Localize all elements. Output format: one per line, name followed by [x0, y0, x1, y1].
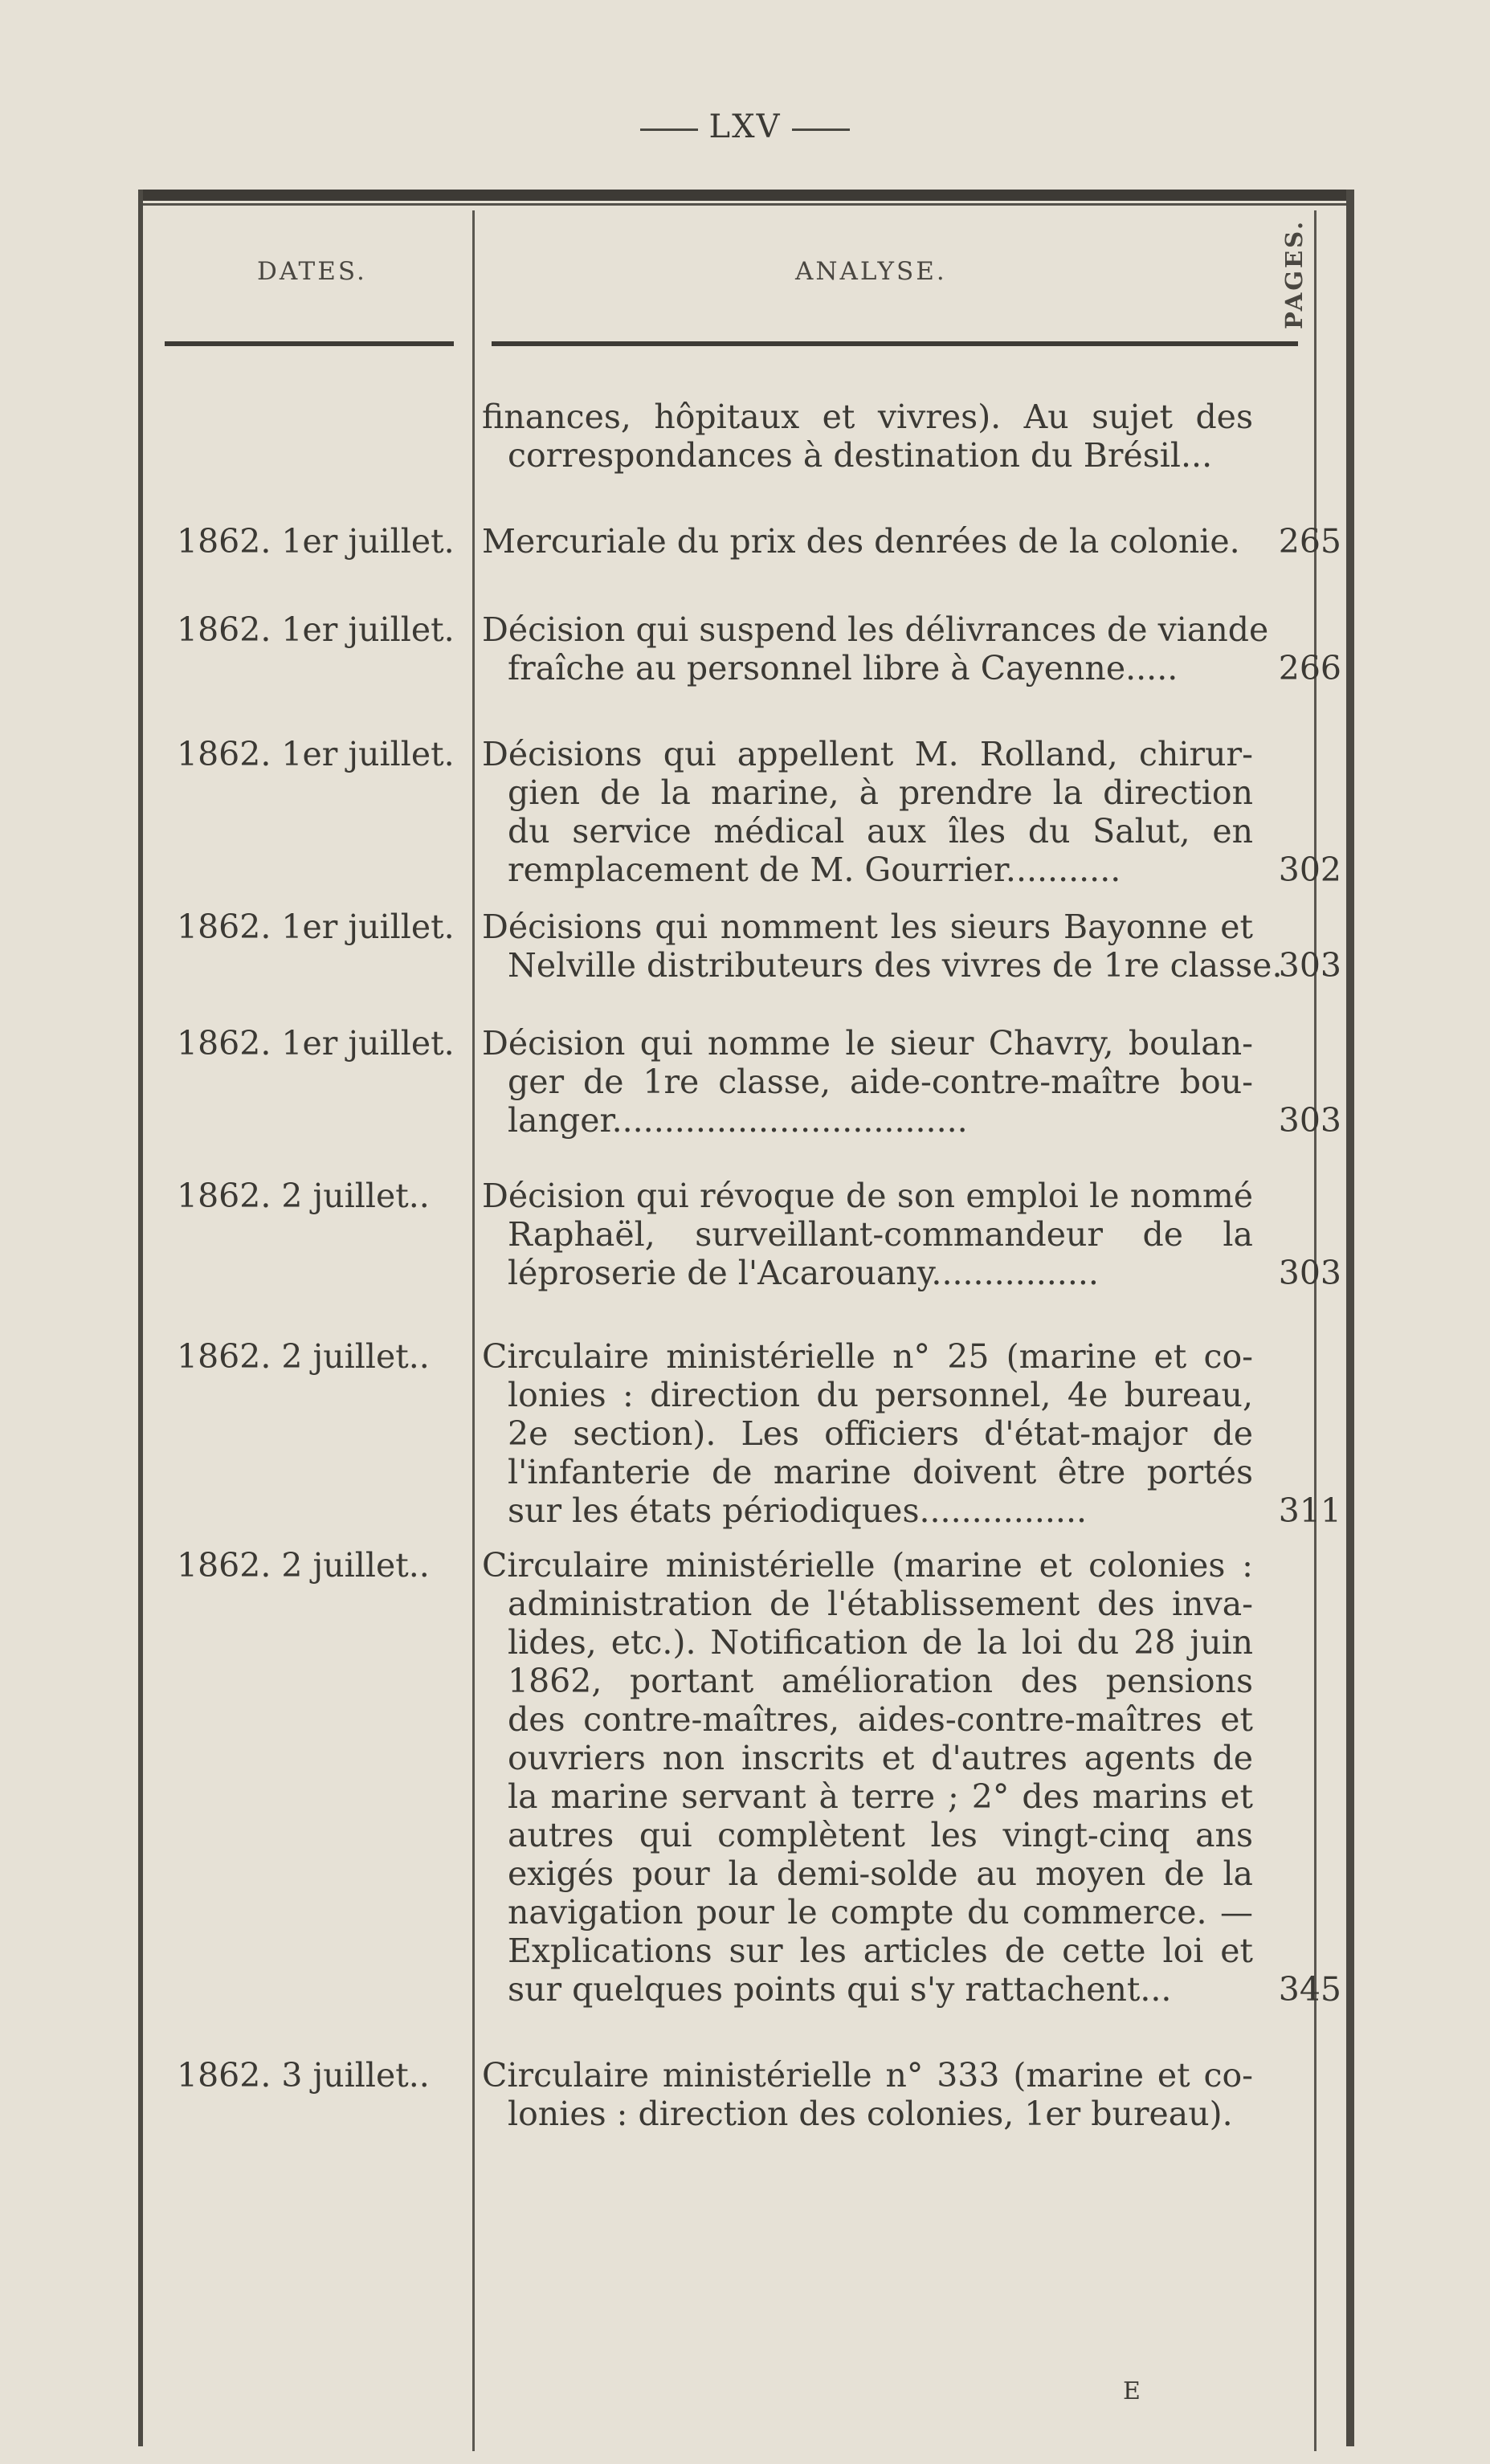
entry-text-line: Circulaire ministérielle n° 333 (marine et co- — [482, 2056, 1253, 2095]
entry-text-line: lonies : direction du personnel, 4e bureau, — [508, 1376, 1253, 1414]
header-dates: DATES. — [257, 257, 367, 286]
entry-text-line: léproserie de l'Acarouany................ — [508, 1254, 1099, 1292]
entry-analyse — [482, 1177, 1253, 1292]
entry-analyse — [482, 1337, 1253, 1530]
entry-text-line: navigation pour le compte du commerce. — — [508, 1893, 1253, 1932]
dash-right — [792, 129, 850, 131]
dash-left — [640, 129, 698, 131]
column-divider-dates — [472, 210, 475, 2451]
entry-page: 311 — [1278, 1491, 1341, 1530]
entry-date: 1862. 1er juillet. — [177, 1024, 455, 1063]
entry-text-line: du service médical aux îles du Salut, en — [508, 812, 1253, 851]
entry-text-line: finances, hôpitaux et vivres). Au sujet des — [482, 398, 1253, 436]
entry-page: 303 — [1278, 1101, 1341, 1140]
entry-analyse — [482, 1546, 1253, 2009]
entry-text-line: Décisions qui nomment les sieurs Bayonne et — [482, 908, 1253, 946]
header-rule-dates — [165, 341, 454, 346]
entry-analyse — [482, 735, 1253, 889]
header-analyse: ANALYSE. — [795, 257, 947, 286]
entry-page: 265 — [1278, 522, 1341, 561]
entry-text-line: Circulaire ministérielle (marine et colonies : — [482, 1546, 1253, 1585]
entry-analyse — [482, 398, 1253, 475]
entry-text-line: autres qui complètent les vingt-cinq ans — [508, 1816, 1253, 1854]
header-pages: PAGES. — [1280, 218, 1308, 329]
table-top-rule-thin — [138, 203, 1351, 206]
entry-text-line: Explications sur les articles de cette loi et — [508, 1932, 1253, 1970]
entry-page: 303 — [1278, 946, 1341, 985]
entry-date: 1862. 2 juillet.. — [177, 1337, 430, 1376]
running-head — [0, 108, 1490, 145]
entry-date: 1862. 3 juillet.. — [177, 2056, 430, 2095]
entry-date: 1862. 1er juillet. — [177, 908, 455, 946]
entry-analyse — [482, 908, 1283, 985]
entry-page: 302 — [1278, 851, 1341, 889]
entry-text-line: Décision qui suspend les délivrances de viande — [482, 610, 1269, 649]
entry-text-line: sur quelques points qui s'y rattachent... — [508, 1970, 1172, 2009]
entry-analyse — [482, 1024, 1253, 1140]
entry-text-line: lonies : direction des colonies, 1er bureau). — [508, 2095, 1233, 2133]
entry-date: 1862. 1er juillet. — [177, 735, 455, 773]
entry-page: 266 — [1278, 649, 1341, 687]
entry-date: 1862. 1er juillet. — [177, 610, 455, 649]
entry-text-line: Décision qui révoque de son emploi le nommé — [482, 1177, 1253, 1215]
entry-text-line: Circulaire ministérielle n° 25 (marine et co- — [482, 1337, 1253, 1376]
entry-date: 1862. 2 juillet.. — [177, 1546, 430, 1585]
entry-analyse — [482, 522, 1253, 561]
entry-text-line: Décisions qui appellent M. Rolland, chirur- — [482, 735, 1253, 773]
entry-text-line: ger de 1re classe, aide-contre-maître bou- — [508, 1063, 1253, 1101]
entry-text-line: l'infanterie de marine doivent être portés — [508, 1453, 1253, 1491]
entry-text-line: remplacement de M. Gourrier........... — [508, 851, 1121, 889]
entry-text-line: lides, etc.). Notification de la loi du 28 juin — [508, 1623, 1253, 1662]
entry-text-line: Décision qui nomme le sieur Chavry, boulan- — [482, 1024, 1253, 1063]
entry-text-line: Nelville distributeurs des vivres de 1re classe. — [508, 946, 1283, 985]
page-number-roman: LXV — [708, 108, 782, 145]
entry-text-line: ouvriers non inscrits et d'autres agents de — [508, 1739, 1253, 1777]
entry-text-line: Mercuriale du prix des denrées de la colonie. — [482, 522, 1240, 561]
table-right-border — [1346, 190, 1354, 2446]
entry-text-line: la marine servant à terre ; 2° des marins et — [508, 1777, 1253, 1816]
entry-analyse — [482, 2056, 1253, 2133]
table-top-rule — [138, 190, 1351, 201]
entry-page: 345 — [1278, 1970, 1341, 2009]
table-left-border — [138, 190, 143, 2446]
entry-date: 1862. 1er juillet. — [177, 522, 455, 561]
signature-mark: E — [1123, 2377, 1141, 2405]
entry-text-line: des contre-maîtres, aides-contre-maîtres et — [508, 1700, 1253, 1739]
entry-text-line: langer.................................. — [508, 1101, 968, 1140]
entry-text-line: exigés pour la demi-solde au moyen de la — [508, 1854, 1253, 1893]
entry-text-line: administration de l'établissement des inva- — [508, 1585, 1253, 1623]
entry-text-line: gien de la marine, à prendre la direction — [508, 773, 1253, 812]
entry-text-line: 2e section). Les officiers d'état-major de — [508, 1414, 1253, 1453]
entry-page: 303 — [1278, 1254, 1341, 1292]
entry-text-line: 1862, portant amélioration des pensions — [508, 1662, 1253, 1700]
header-rule-analyse — [492, 341, 1298, 346]
entry-text-line: correspondances à destination du Brésil... — [508, 436, 1213, 475]
entry-text-line: sur les états périodiques................ — [508, 1491, 1088, 1530]
entry-text-line: Raphaël, surveillant-commandeur de la — [508, 1215, 1253, 1254]
entry-text-line: fraîche au personnel libre à Cayenne..... — [508, 649, 1178, 687]
entry-date: 1862. 2 juillet.. — [177, 1177, 430, 1215]
entry-analyse — [482, 610, 1269, 687]
